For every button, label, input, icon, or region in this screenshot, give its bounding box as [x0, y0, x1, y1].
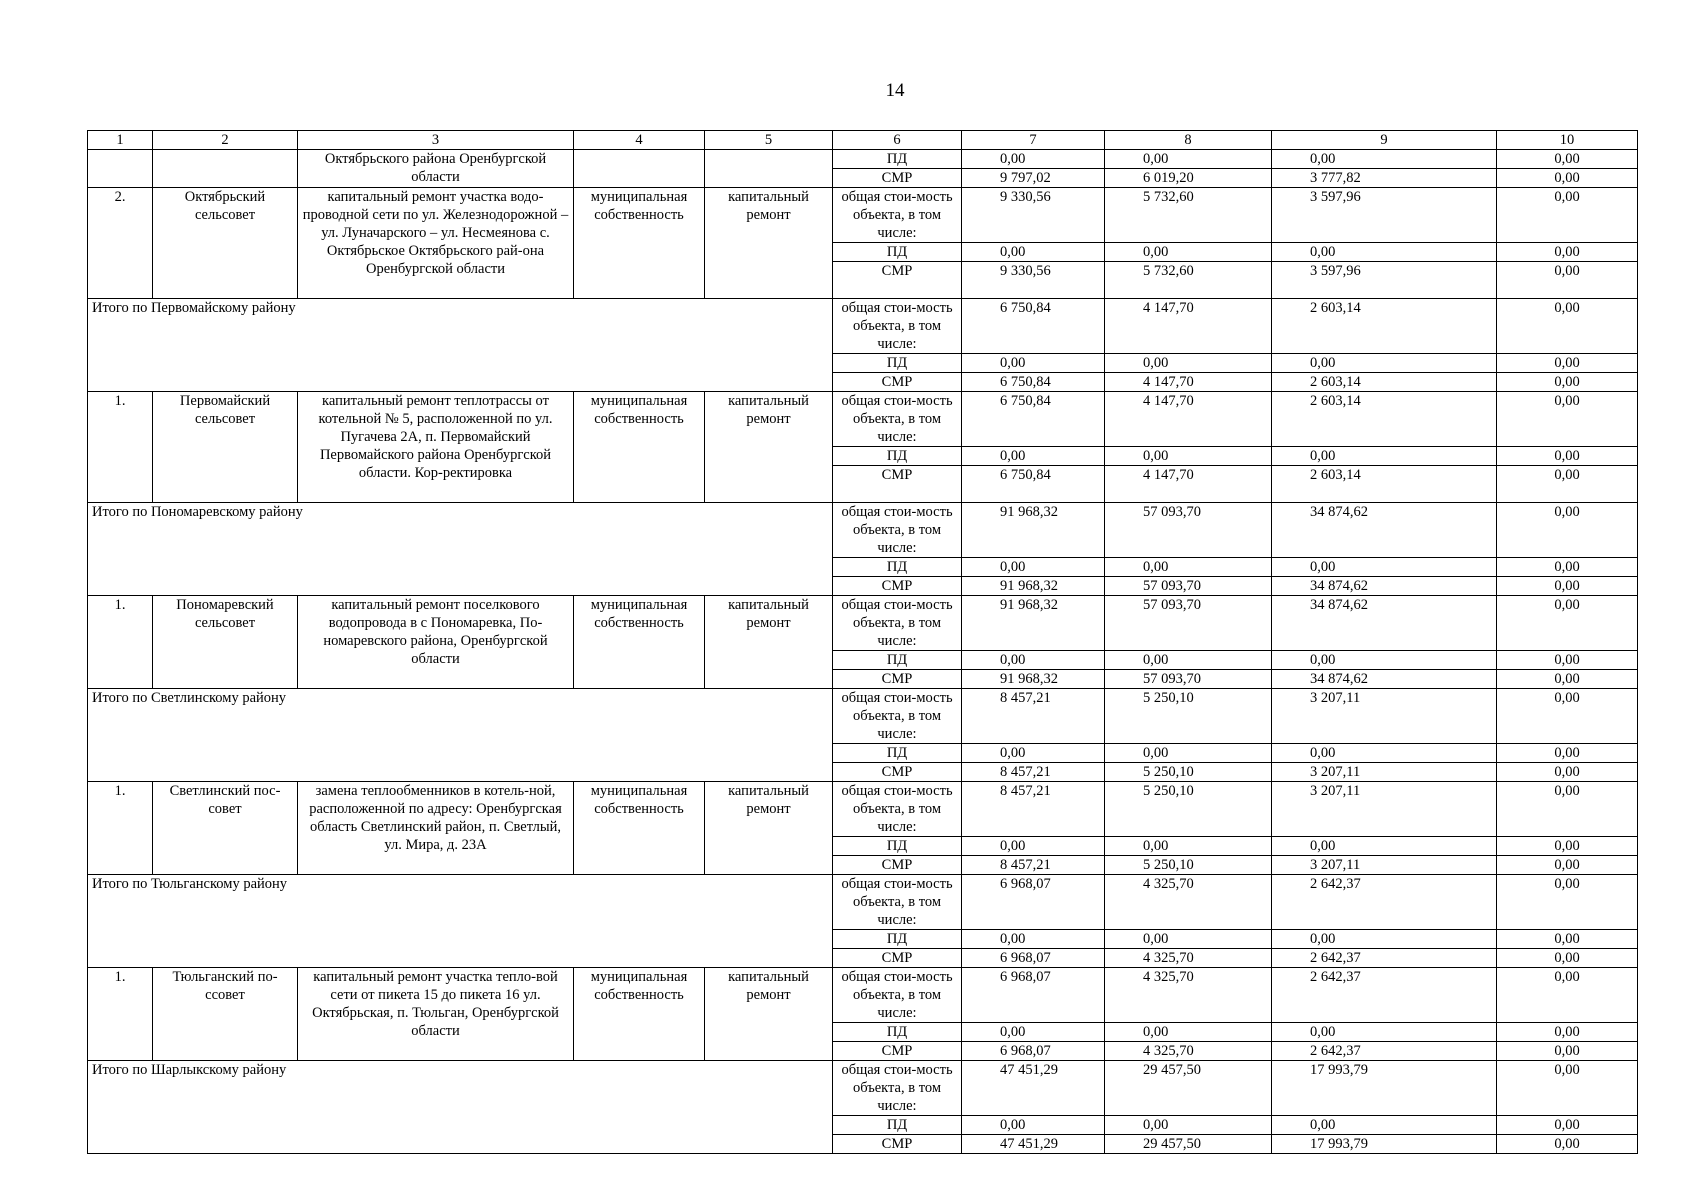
value-cell: 2 603,14: [1272, 392, 1497, 447]
value-cell: 0,00: [962, 354, 1105, 373]
value-cell: 0,00: [1272, 837, 1497, 856]
ownership: муниципальная собственность: [574, 968, 705, 1061]
pd-label: ПД: [833, 744, 962, 763]
value-cell: 47 451,29: [962, 1061, 1105, 1116]
pd-label: ПД: [833, 354, 962, 373]
value-cell: 0,00: [1497, 558, 1638, 577]
smr-label: СМР: [833, 169, 962, 188]
value-cell: 0,00: [1497, 150, 1638, 169]
value-cell: 0,00: [1497, 930, 1638, 949]
value-cell: 8 457,21: [962, 782, 1105, 837]
value-cell: 0,00: [962, 1023, 1105, 1042]
value-cell: 3 207,11: [1272, 763, 1497, 782]
value-cell: 0,00: [1497, 447, 1638, 466]
row-number: 2.: [88, 188, 153, 299]
value-cell: 5 250,10: [1105, 782, 1272, 837]
value-cell: 0,00: [1105, 651, 1272, 670]
value-cell: 4 147,70: [1105, 373, 1272, 392]
smr-label: СМР: [833, 373, 962, 392]
value-cell: 34 874,62: [1272, 670, 1497, 689]
value-cell: 47 451,29: [962, 1135, 1105, 1154]
pd-label: ПД: [833, 837, 962, 856]
value-cell: 8 457,21: [962, 856, 1105, 875]
value-cell: 3 777,82: [1272, 169, 1497, 188]
value-cell: 0,00: [1497, 1135, 1638, 1154]
value-cell: 4 147,70: [1105, 466, 1272, 503]
cell-empty: [574, 150, 705, 188]
value-cell: 4 325,70: [1105, 1042, 1272, 1061]
pd-label: ПД: [833, 558, 962, 577]
value-cell: 4 325,70: [1105, 875, 1272, 930]
value-cell: 6 750,84: [962, 466, 1105, 503]
table-row: [88, 968, 1638, 1023]
table-row: [88, 299, 1638, 354]
cell-empty: [88, 150, 153, 188]
value-cell: 6 750,84: [962, 392, 1105, 447]
value-cell: 0,00: [1497, 503, 1638, 558]
object-description: капитальный ремонт поселкового водопровода в с Пономаревка, По-номаревского района, Оренбургской области: [298, 596, 574, 689]
value-cell: 0,00: [1272, 354, 1497, 373]
district-total-title: Итого по Светлинскому району: [88, 689, 833, 782]
value-cell: 0,00: [962, 651, 1105, 670]
program-table: [87, 130, 1638, 1154]
value-cell: 4 147,70: [1105, 392, 1272, 447]
table-row: [88, 689, 1638, 744]
value-cell: 0,00: [1497, 968, 1638, 1023]
value-cell: 57 093,70: [1105, 577, 1272, 596]
work-type: капитальный ремонт: [705, 188, 833, 299]
value-cell: 0,00: [1497, 596, 1638, 651]
value-cell: 0,00: [1272, 930, 1497, 949]
pd-label: ПД: [833, 1023, 962, 1042]
value-cell: 0,00: [1497, 763, 1638, 782]
municipality-name: Светлинский пос-совет: [153, 782, 298, 875]
value-cell: 0,00: [1272, 447, 1497, 466]
municipality-name: Пономаревский сельсовет: [153, 596, 298, 689]
value-cell: 0,00: [1497, 299, 1638, 354]
smr-label: СМР: [833, 577, 962, 596]
table-row: [88, 782, 1638, 837]
smr-label: СМР: [833, 670, 962, 689]
value-cell: 0,00: [962, 447, 1105, 466]
value-cell: 91 968,32: [962, 577, 1105, 596]
value-cell: 0,00: [1497, 1116, 1638, 1135]
value-cell: 5 250,10: [1105, 856, 1272, 875]
smr-label: СМР: [833, 466, 962, 503]
value-cell: 5 250,10: [1105, 689, 1272, 744]
ownership: муниципальная собственность: [574, 188, 705, 299]
value-cell: 6 968,07: [962, 875, 1105, 930]
value-cell: 3 597,96: [1272, 262, 1497, 299]
value-cell: 0,00: [1497, 262, 1638, 299]
value-cell: 6 968,07: [962, 949, 1105, 968]
value-cell: 91 968,32: [962, 670, 1105, 689]
col-header: 6: [833, 131, 962, 150]
smr-label: СМР: [833, 1135, 962, 1154]
page-number: 14: [885, 80, 905, 101]
value-cell: 5 732,60: [1105, 262, 1272, 299]
value-cell: 17 993,79: [1272, 1061, 1497, 1116]
object-description: Октябрьского района Оренбургской области: [298, 150, 574, 188]
value-cell: 0,00: [1497, 949, 1638, 968]
total-label: общая стои-мость объекта, в том числе:: [833, 596, 962, 651]
municipality-name: Тюльганский по-ссовет: [153, 968, 298, 1061]
object-description: капитальный ремонт теплотрассы от котельной № 5, расположенной по ул. Пугачева 2А, п. Первомайский Первомайского района Оренбургской области. Кор-ректировка: [298, 392, 574, 503]
col-header: 7: [962, 131, 1105, 150]
value-cell: 0,00: [1497, 1061, 1638, 1116]
value-cell: 2 642,37: [1272, 949, 1497, 968]
value-cell: 6 968,07: [962, 1042, 1105, 1061]
value-cell: 0,00: [962, 243, 1105, 262]
value-cell: 0,00: [1105, 837, 1272, 856]
smr-label: СМР: [833, 856, 962, 875]
work-type: капитальный ремонт: [705, 392, 833, 503]
total-label: общая стои-мость объекта, в том числе:: [833, 392, 962, 447]
row-number: 1.: [88, 782, 153, 875]
value-cell: 3 207,11: [1272, 782, 1497, 837]
value-cell: 6 750,84: [962, 299, 1105, 354]
value-cell: 8 457,21: [962, 763, 1105, 782]
value-cell: 0,00: [962, 1116, 1105, 1135]
value-cell: 0,00: [1105, 558, 1272, 577]
value-cell: 0,00: [1497, 577, 1638, 596]
value-cell: 0,00: [1105, 744, 1272, 763]
pd-label: ПД: [833, 930, 962, 949]
value-cell: 0,00: [1497, 689, 1638, 744]
value-cell: 0,00: [1105, 1023, 1272, 1042]
value-cell: 0,00: [962, 744, 1105, 763]
value-cell: 0,00: [1497, 243, 1638, 262]
object-description: капитальный ремонт участка водо-проводной сети по ул. Железнодорожной – ул. Луначарского – ул. Несмеянова с. Октябрьское Октябрьского рай-она Оренбургской области: [298, 188, 574, 299]
value-cell: 0,00: [1272, 651, 1497, 670]
value-cell: 0,00: [1105, 930, 1272, 949]
value-cell: 0,00: [1497, 651, 1638, 670]
value-cell: 0,00: [1497, 744, 1638, 763]
value-cell: 0,00: [1497, 856, 1638, 875]
value-cell: 6 750,84: [962, 373, 1105, 392]
value-cell: 0,00: [1497, 782, 1638, 837]
col-header: 5: [705, 131, 833, 150]
value-cell: 0,00: [1497, 188, 1638, 243]
value-cell: 4 325,70: [1105, 949, 1272, 968]
work-type: капитальный ремонт: [705, 968, 833, 1061]
value-cell: 0,00: [1105, 1116, 1272, 1135]
value-cell: 0,00: [1497, 1042, 1638, 1061]
value-cell: 2 603,14: [1272, 466, 1497, 503]
ownership: муниципальная собственность: [574, 392, 705, 503]
value-cell: 0,00: [1272, 744, 1497, 763]
total-label: общая стои-мость объекта, в том числе:: [833, 503, 962, 558]
header-row: [88, 131, 1638, 150]
smr-label: СМР: [833, 1042, 962, 1061]
value-cell: 29 457,50: [1105, 1061, 1272, 1116]
value-cell: 0,00: [962, 150, 1105, 169]
value-cell: 0,00: [1105, 150, 1272, 169]
value-cell: 0,00: [1497, 354, 1638, 373]
value-cell: 0,00: [1497, 373, 1638, 392]
value-cell: 0,00: [1272, 1023, 1497, 1042]
total-label: общая стои-мость объекта, в том числе:: [833, 1061, 962, 1116]
pd-label: ПД: [833, 651, 962, 670]
cell-empty: [153, 150, 298, 188]
value-cell: 2 642,37: [1272, 1042, 1497, 1061]
value-cell: 0,00: [1497, 837, 1638, 856]
value-cell: 9 330,56: [962, 188, 1105, 243]
total-label: общая стои-мость объекта, в том числе:: [833, 782, 962, 837]
value-cell: 57 093,70: [1105, 596, 1272, 651]
value-cell: 9 330,56: [962, 262, 1105, 299]
value-cell: 0,00: [1497, 392, 1638, 447]
value-cell: 2 603,14: [1272, 299, 1497, 354]
cell-empty: [705, 150, 833, 188]
col-header: 1: [88, 131, 153, 150]
value-cell: 0,00: [1272, 558, 1497, 577]
value-cell: 0,00: [1497, 875, 1638, 930]
total-label: общая стои-мость объекта, в том числе:: [833, 875, 962, 930]
value-cell: 0,00: [1272, 243, 1497, 262]
value-cell: 34 874,62: [1272, 503, 1497, 558]
value-cell: 57 093,70: [1105, 503, 1272, 558]
work-type: капитальный ремонт: [705, 782, 833, 875]
value-cell: 2 642,37: [1272, 875, 1497, 930]
value-cell: 0,00: [1497, 670, 1638, 689]
value-cell: 3 597,96: [1272, 188, 1497, 243]
table-row: [88, 150, 1638, 169]
smr-label: СМР: [833, 949, 962, 968]
value-cell: 0,00: [1272, 1116, 1497, 1135]
col-header: 10: [1497, 131, 1638, 150]
municipality-name: Октябрьский сельсовет: [153, 188, 298, 299]
row-number: 1.: [88, 596, 153, 689]
value-cell: 2 603,14: [1272, 373, 1497, 392]
value-cell: 34 874,62: [1272, 596, 1497, 651]
pd-label: ПД: [833, 447, 962, 466]
district-total-title: Итого по Первомайскому району: [88, 299, 833, 392]
total-label: общая стои-мость объекта, в том числе:: [833, 299, 962, 354]
value-cell: 0,00: [1272, 150, 1497, 169]
work-type: капитальный ремонт: [705, 596, 833, 689]
district-total-title: Итого по Пономаревскому району: [88, 503, 833, 596]
value-cell: 9 797,02: [962, 169, 1105, 188]
value-cell: 4 325,70: [1105, 968, 1272, 1023]
ownership: муниципальная собственность: [574, 596, 705, 689]
smr-label: СМР: [833, 262, 962, 299]
col-header: 4: [574, 131, 705, 150]
col-header: 2: [153, 131, 298, 150]
total-label: общая стои-мость объекта, в том числе:: [833, 689, 962, 744]
col-header: 3: [298, 131, 574, 150]
value-cell: 29 457,50: [1105, 1135, 1272, 1154]
value-cell: 0,00: [1497, 1023, 1638, 1042]
ownership: муниципальная собственность: [574, 782, 705, 875]
value-cell: 57 093,70: [1105, 670, 1272, 689]
value-cell: 34 874,62: [1272, 577, 1497, 596]
smr-label: СМР: [833, 763, 962, 782]
col-header: 9: [1272, 131, 1497, 150]
value-cell: 3 207,11: [1272, 856, 1497, 875]
pd-label: ПД: [833, 243, 962, 262]
district-total-title: Итого по Тюльганскому району: [88, 875, 833, 968]
object-description: капитальный ремонт участка тепло-вой сети от пикета 15 до пикета 16 ул. Октябрьская, п. Тюльган, Оренбургской области: [298, 968, 574, 1061]
value-cell: 0,00: [1497, 466, 1638, 503]
municipality-name: Первомайский сельсовет: [153, 392, 298, 503]
value-cell: 8 457,21: [962, 689, 1105, 744]
col-header: 8: [1105, 131, 1272, 150]
value-cell: 0,00: [1497, 169, 1638, 188]
value-cell: 2 642,37: [1272, 968, 1497, 1023]
table-row: [88, 188, 1638, 243]
district-total-title: Итого по Шарлыкскому району: [88, 1061, 833, 1154]
total-label: общая стои-мость объекта, в том числе:: [833, 968, 962, 1023]
value-cell: 0,00: [1105, 354, 1272, 373]
table-row: [88, 503, 1638, 558]
value-cell: 3 207,11: [1272, 689, 1497, 744]
object-description: замена теплообменников в котель-ной, расположенной по адресу: Оренбургская область Светлинский район, п. Светлый, ул. Мира, д. 23А: [298, 782, 574, 875]
value-cell: 0,00: [962, 837, 1105, 856]
value-cell: 5 732,60: [1105, 188, 1272, 243]
value-cell: 6 019,20: [1105, 169, 1272, 188]
value-cell: 17 993,79: [1272, 1135, 1497, 1154]
value-cell: 91 968,32: [962, 503, 1105, 558]
table-row: [88, 1061, 1638, 1116]
value-cell: 5 250,10: [1105, 763, 1272, 782]
pd-label: ПД: [833, 150, 962, 169]
row-number: 1.: [88, 968, 153, 1061]
value-cell: 91 968,32: [962, 596, 1105, 651]
value-cell: 0,00: [962, 558, 1105, 577]
table-row: [88, 875, 1638, 930]
total-label: общая стои-мость объекта, в том числе:: [833, 188, 962, 243]
table-row: [88, 392, 1638, 447]
value-cell: 0,00: [1105, 447, 1272, 466]
value-cell: 4 147,70: [1105, 299, 1272, 354]
value-cell: 6 968,07: [962, 968, 1105, 1023]
table-row: [88, 596, 1638, 651]
pd-label: ПД: [833, 1116, 962, 1135]
row-number: 1.: [88, 392, 153, 503]
value-cell: 0,00: [962, 930, 1105, 949]
value-cell: 0,00: [1105, 243, 1272, 262]
